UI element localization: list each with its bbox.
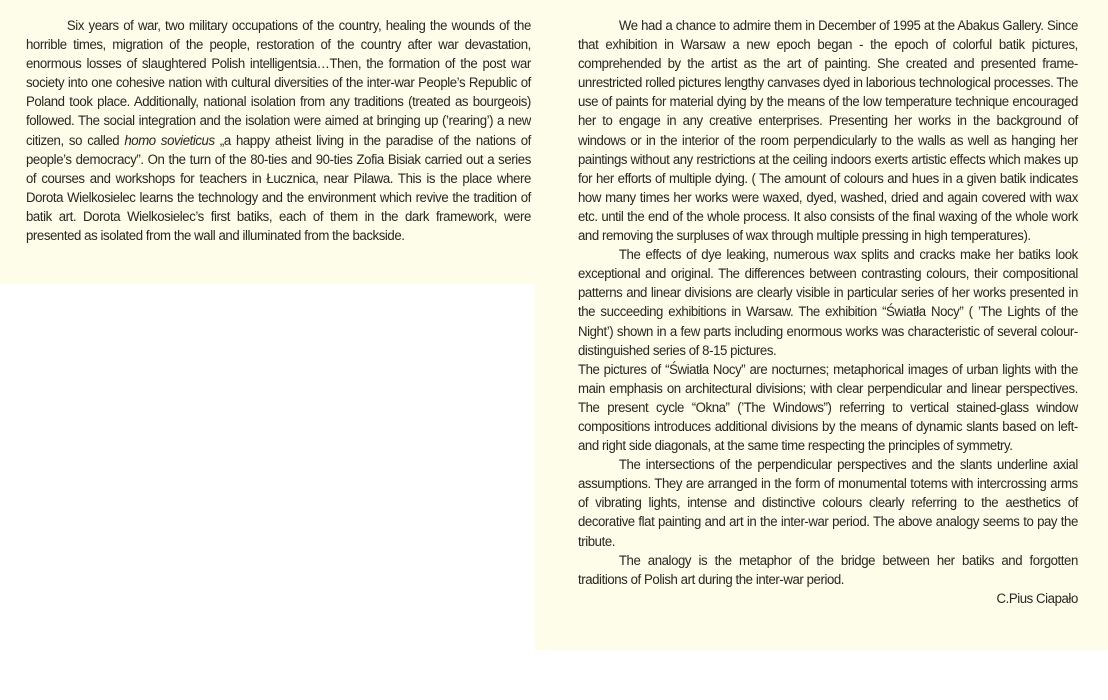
paragraph: We had a chance to admire them in December of 1995 at the Abakus Gallery. Since that exhibition in Warsaw a new epoch began - the epoch of colorful batik pictures, comprehended by the artist as the art of painting. She created and presented frame-unrestricted rolled pictures lengthy canvases dyed in laborious technological processes. The use of paints for material dying by the means of the low temperature technique encouraged her to engage in any creative enterprises. Presenting her works in the background of windows or in the interior of the room perpendicularly to the walls as well as hanging her paintings without any restrictions at the ceiling indoors exerts artistic effects which makes up for her efforts of multiple dying. ( The amount of colours and hues in a given batik indicates how many times her works were waxed, dyed, washed, dried and again covered with wax etc. until the end of the whole process. It also consists of the final waxing of the whole work and removing the surpluses of wax through multiple pressing in high temperatures). — [578, 18, 1078, 245]
left-text-panel — [0, 0, 536, 284]
paragraph-text: Six years of war, two military occupations of the country, healing the wounds of the horrible times, migration of the people, restoration of the country after war devastation, enormous losses of slaughtered Polish intelligentsia…Then, the formation of the post war society into one cohesive nation with cultural diversities of the inter-war People’s Republic of Poland took place. Additionally, national isolation from any traditions (treated as bourgeois) followed. The social integration and the isolation were aimed at bringing up (’rearing’) a new citizen, so called — [26, 18, 531, 149]
paragraph-text: „a happy atheist living in the paradise of the nations of people’s democracy”. On the turn of the 80-ties and 90-ties Zofia Bisiak carried out a series of courses and workshops for teachers in Łucznica, near Pilawa. This is the place where Dorota Wielkosielec learns the technology and the environment which revive the tradition of batik art. Dorota Wielkosielec’s first batiks, each of them in the dark framework, were presented as isolated from the wall and illuminated from the backside. — [26, 132, 531, 245]
paragraph: The analogy is the metaphor of the bridge between her batiks and forgotten traditions of Polish art during the inter-war period. — [578, 552, 1078, 588]
italic-term: homo sovieticus — [124, 132, 215, 149]
right-text-panel — [535, 0, 1108, 650]
paragraph: The intersections of the perpendicular perspectives and the slants underline axial assumptions. They are arranged in the form of monumental totems with intercrossing arms of vibrating lights, intense and distinctive colours clearly referring to the aesthetics of decorative flat painting and art in the inter-war period. The above analogy seems to pay the tribute. — [578, 457, 1078, 550]
left-column — [26, 17, 531, 246]
paragraph: The pictures of “Światła Nocy” are nocturnes; metaphorical images of urban lights with the main emphasis on architectural divisions; with clear perpendicular and linear perspectives. The present cycle “Okna” (’The Windows”) referring to vertical stained-glass window compositions introduces additional divisions by the means of dynamic slants based on left- and right side diagonals, at the same time respecting the principles of symmetry. — [578, 361, 1078, 455]
right-column — [578, 17, 1078, 609]
paragraph — [26, 17, 531, 246]
author-signature: C.Pius Ciapało — [996, 590, 1078, 607]
paragraph: The effects of dye leaking, numerous wax splits and cracks make her batiks look exceptional and original. The differences between contrasting colours, their compositional patterns and linear divisions are clearly visible in particular series of her works presented in the succeeding exhibitions in Warsaw. The exhibition “Światła Nocy” ( ’The Lights of the Night’) shown in a few parts including enormous works was characteristic of several colour-distinguished series of 8-15 pictures. — [578, 247, 1078, 359]
